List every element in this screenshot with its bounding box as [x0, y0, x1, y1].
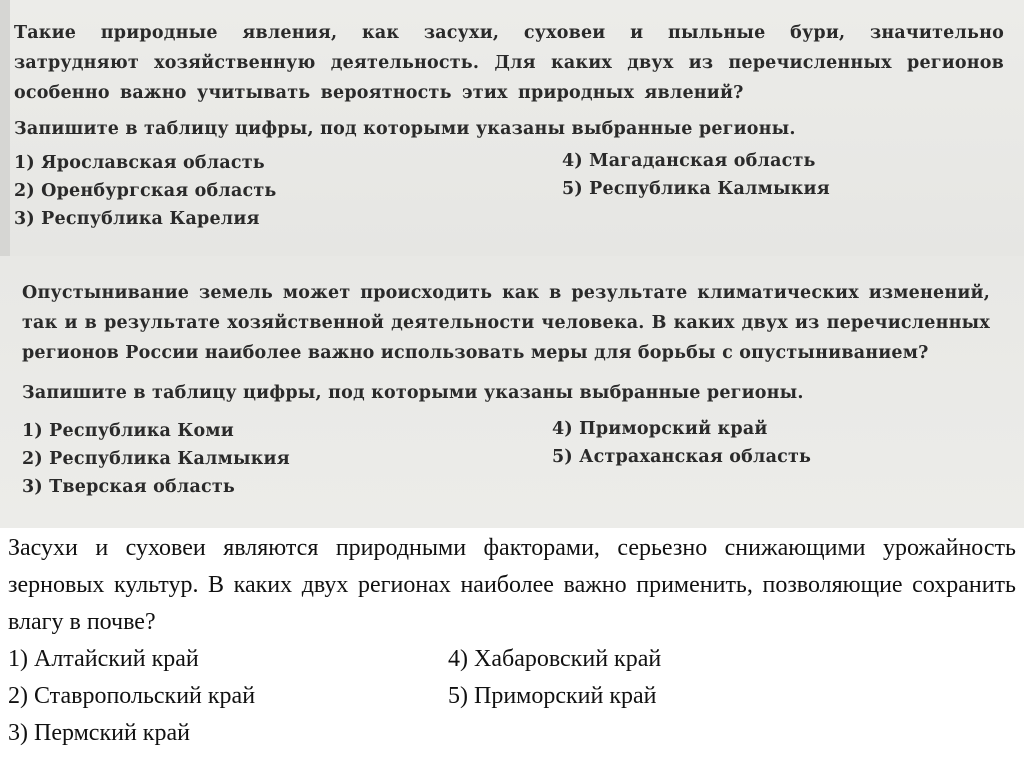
question-2-option-1: 1) Республика Коми [22, 421, 234, 441]
scanned-question-2 [0, 256, 1024, 528]
question-2-instruction: Запишите в таблицу цифры, под которыми указаны выбранные регионы. [22, 383, 804, 403]
question-2-option-3: 3) Тверская область [22, 477, 235, 497]
question-2-block [22, 278, 990, 508]
question-1-options [14, 144, 1004, 244]
question-1-option-4: 4) Магаданская область [562, 151, 816, 171]
question-1-block [14, 18, 1004, 244]
question-1-option-2: 2) Оренбургская область [14, 181, 277, 201]
question-1-option-5: 5) Республика Калмыкия [562, 179, 830, 199]
scanned-question-1 [0, 0, 1024, 256]
question-3-text: Засухи и суховеи являются природными факторами, серьезно снижающими урожайность зерновых культур. В каких двух регионах наиболее важно применить, позволяющие сохранить влагу в почве? [8, 535, 1016, 635]
question-1-option-3: 3) Республика Карелия [14, 209, 260, 229]
question-2-option-5: 5) Астраханская область [552, 447, 812, 467]
question-1-instruction: Запишите в таблицу цифры, под которыми указаны выбранные регионы. [14, 119, 796, 139]
question-2-option-4: 4) Приморский край [552, 419, 768, 439]
question-3-block [8, 530, 1016, 753]
question-3-option-5: 5) Приморский край [448, 683, 657, 709]
question-3-option-4: 4) Хабаровский край [448, 646, 662, 672]
question-1-option-1: 1) Ярославская область [14, 153, 265, 173]
scan-edge [0, 0, 10, 256]
question-3-option-1: 1) Алтайский край [8, 646, 199, 672]
question-1-text: Такие природные явления, как засухи, суховеи и пыльные бури, значительно затрудняют хозяйственную деятельность. Для каких двух из перечисленных регионов особенно важно учитывать вероятность этих природных явлений? [14, 23, 1004, 103]
question-3-option-2: 2) Ставропольский край [8, 683, 256, 709]
question-2-text: Опустынивание земель может происходить как в результате климатических изменений, так и в результате хозяйственной деятельности человека. В каких двух из перечисленных регионов России наиболее важно использовать меры для борьбы с опустыниванием? [22, 283, 990, 363]
question-3-options [8, 641, 1016, 753]
question-2-options [22, 408, 990, 508]
question-2-option-2: 2) Республика Калмыкия [22, 449, 290, 469]
question-3-option-3: 3) Пермский край [8, 720, 190, 746]
